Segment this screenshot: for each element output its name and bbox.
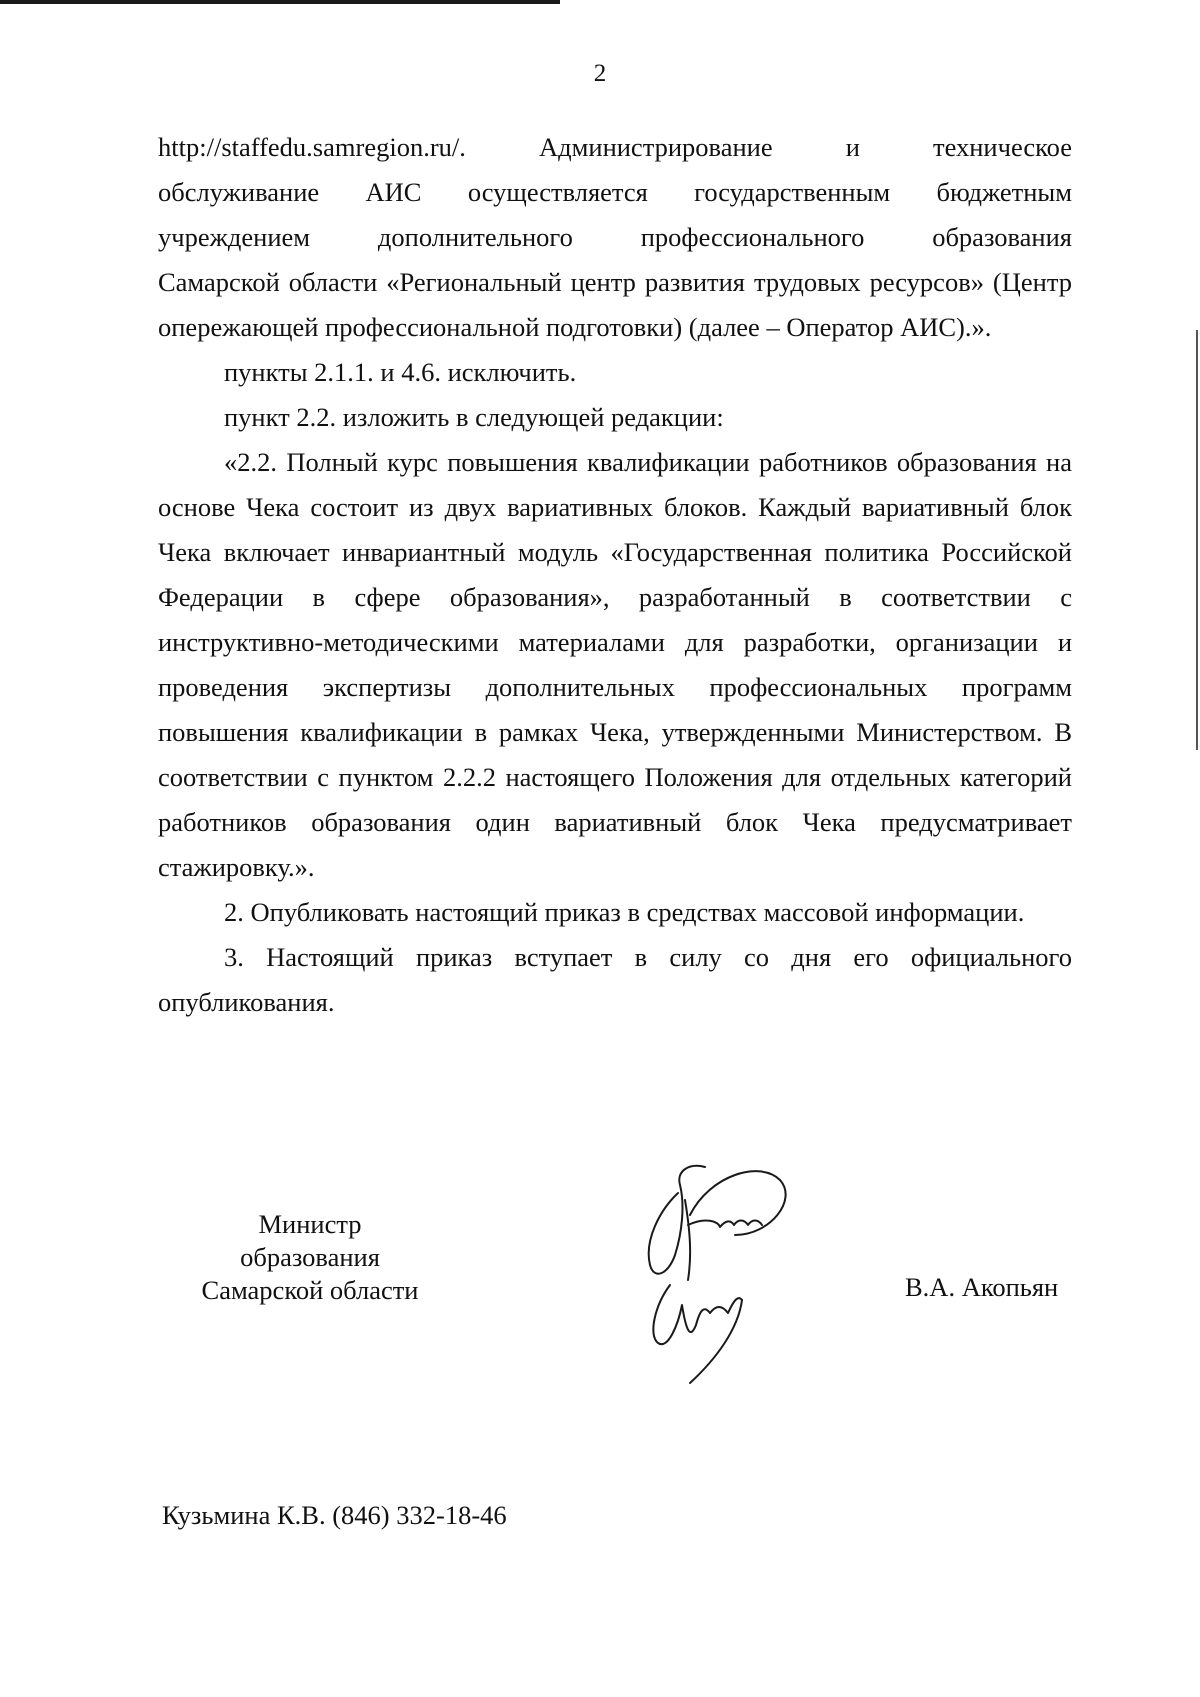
signatory-title-line: образования (240, 1242, 380, 1272)
paragraph-line: обслуживание АИС осуществляется государственным бюджетным (158, 177, 1072, 207)
paragraph-continuation: Самарской области «Региональный центр развития трудовых ресурсов» (Центр опережающей профессиональной подготовки) (далее – Оператор АИС).». (158, 267, 1072, 342)
paragraph-line: учреждением дополнительного профессионального образования (158, 222, 1072, 252)
scan-edge-right (1196, 330, 1198, 750)
paragraph-publish: 2. Опубликовать настоящий приказ в средствах массовой информации. (224, 897, 1025, 927)
handwritten-signature (630, 1155, 830, 1385)
contact-line: Кузьмина К.В. (846) 332-18-46 (162, 1500, 507, 1530)
scan-edge-top (0, 0, 560, 4)
paragraph-exclude: пункты 2.1.1. и 4.6. исключить. (224, 357, 577, 387)
signatory-name: В.А. Акопьян (905, 1272, 1059, 1302)
paragraph-2-2: «2.2. Полный курс повышения квалификации работников образования на основе Чека состоит из двух вариативных блоков. Каждый вариативный блок Чека включает инвариантный модуль «Государственная политика Российской Федерации в сфере образования», разработанный в соответствии с инструктивно-методическими материалами для разработки, организации и проведения экспертизы дополнительных профессиональных программ повышения квалификации в рамках Чека, утвержденными Министерством. В соответствии с пунктом 2.2.2 настоящего Положения для отдельных категорий работников образования один вариативный блок Чека предусматривает стажировку.». (158, 447, 1072, 882)
signatory-title (160, 1208, 460, 1307)
signatory-title-line: Министр (258, 1209, 362, 1239)
paragraph-line: http://staffedu.samregion.ru/. Администрирование и техническое (158, 132, 1072, 162)
paragraph-redaction: пункт 2.2. изложить в следующей редакции: (224, 402, 724, 432)
signatory-title-line: Самарской области (201, 1275, 419, 1305)
paragraph-effect: 3. Настоящий приказ вступает в силу со дня его официального опубликования. (158, 942, 1072, 1017)
document-body (158, 125, 1072, 1025)
page-number: 2 (593, 60, 607, 87)
